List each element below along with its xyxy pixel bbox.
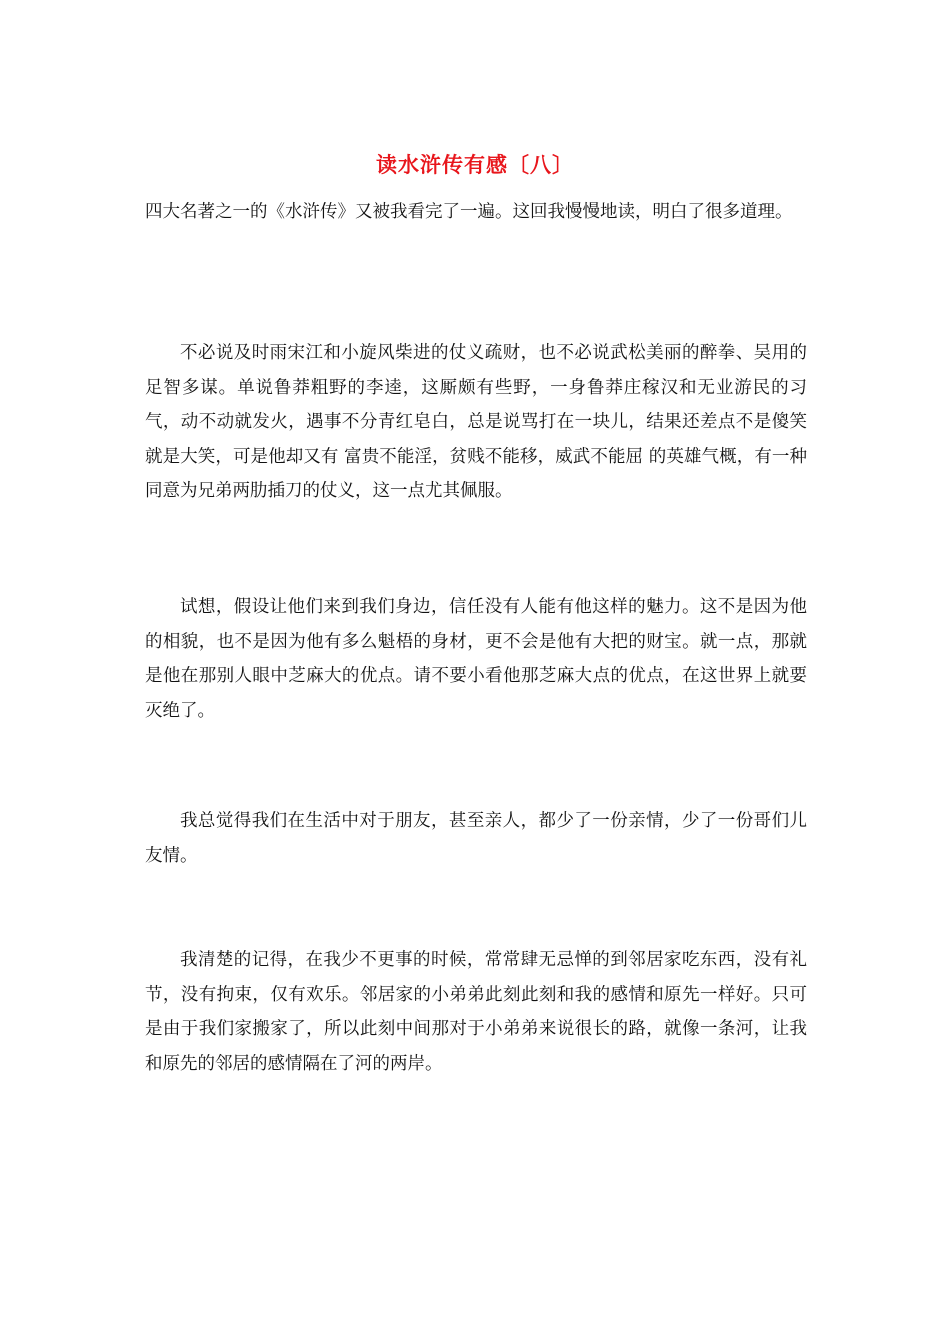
paragraph-li-kui: 不必说及时雨宋江和小旋风柴进的仗义疏财，也不必说武松美丽的醉拳、吴用的足智多谋。单说鲁莽粗野的李逵，这厮颇有些野，一身鲁莽庄稼汉和无业游民的习气，动不动就发火，遇事不分青红皂白，总是说骂打在一块儿，结果还差点不是傻笑就是大笑，可是他却又有 富贵不能淫，贫贱不能移，威武不能屈 的英雄气概，有一种同意为兄弟两肋插刀的仗义，这一点尤其佩服。 <box>145 343 807 501</box>
paragraph-friendship: 我总觉得我们在生活中对于朋友，甚至亲人，都少了一份亲情，少了一份哥们儿友情。 <box>145 811 807 866</box>
paragraph-neighbors: 我清楚的记得，在我少不更事的时候，常常肆无忌惮的到邻居家吃东西，没有礼节，没有拘束，仅有欢乐。邻居家的小弟弟此刻此刻和我的感情和原先一样好。只可是由于我们家搬家了，所以此刻中间那对于小弟弟来说很长的路，就像一条河，让我和原先的邻居的感情隔在了河的两岸。 <box>145 950 807 1074</box>
document-title: 读水浒传有感〔八〕 <box>376 152 574 177</box>
paragraph-intro: 四大名著之一的《水浒传》又被我看完了一遍。这回我慢慢地读，明白了很多道理。 <box>145 202 793 222</box>
paragraph-charm: 试想，假设让他们来到我们身边，信任没有人能有他这样的魅力。这不是因为他的相貌，也不是因为他有多么魁梧的身材，更不会是他有大把的财宝。就一点，那就是他在那别人眼中芝麻大的优点。请不要小看他那芝麻大点的优点，在这世界上就要灭绝了。 <box>145 597 807 721</box>
